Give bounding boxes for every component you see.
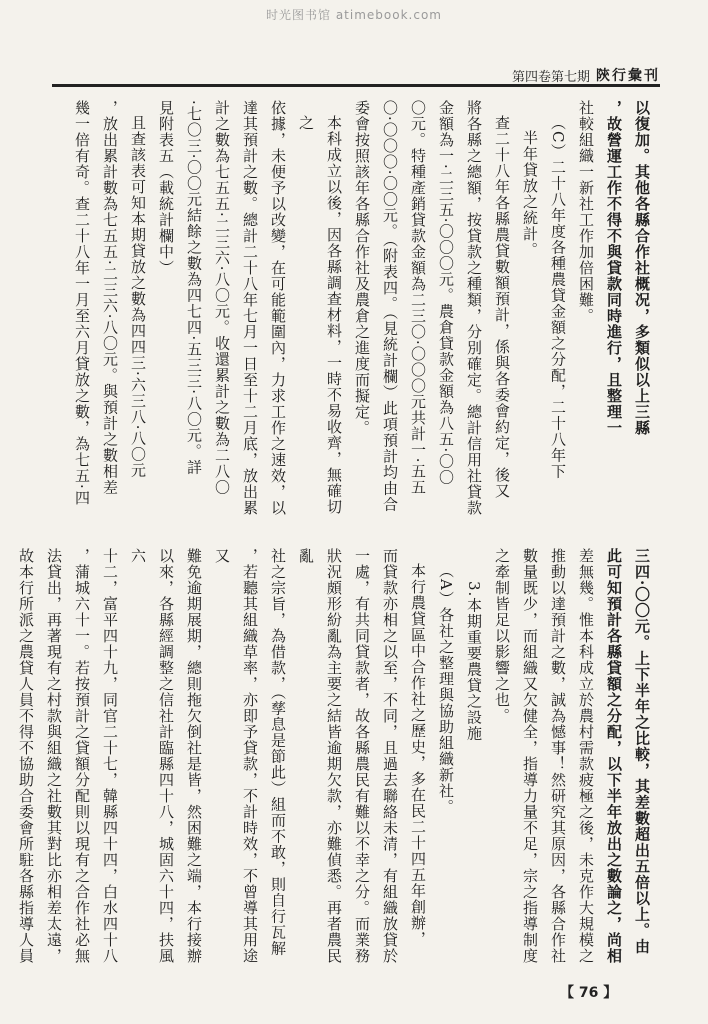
text-column: ，故營運工作不得不與貸款同時進行，且整理一 — [605, 100, 623, 436]
text-column: 本行農貸區中合作社之歷史，多在民二十四五年創辦， — [409, 563, 427, 947]
text-column: 之牽制皆足以影響之也。 — [493, 548, 511, 724]
text-column: 而貸款亦相之以至，不同，且過去聯絡未清，有組織放貸於 — [381, 548, 399, 964]
text-column: 見附表五（載統計欄中） — [157, 100, 175, 276]
page-number: 【 76 】 — [560, 985, 618, 1001]
text-column: 查二十八年各縣農貸數額預計，係與各委會約定，後又 — [493, 115, 511, 499]
text-column: 以來，各縣經調整之信社計臨縣四十八，城固六十四，扶風六 — [129, 548, 175, 964]
text-column: 法貸出，再著現有之村款與組織之社數其對比亦相差太遠， — [45, 548, 63, 964]
text-column: 3.本期重要農貸之設施 — [465, 581, 483, 742]
text-column: 半年貸放之統計。 — [521, 130, 539, 258]
text-column: 達其預計之數。總計二十八年七月一日至十二月底，放出累 — [241, 100, 259, 516]
top-text-block — [60, 100, 656, 518]
journal-title: 陝行彙刊 — [596, 68, 660, 84]
text-column: 故本行所派之農貸人員不得不協助合委會所駐各縣指導人員 — [17, 548, 35, 964]
text-column: 本科成立以後，因各縣調查材料，一時不易收齊，無確切之 — [297, 115, 343, 515]
header-rule — [52, 84, 660, 87]
bottom-text-block — [17, 548, 656, 968]
text-column: 十二，富平四十九，同官二十七，韓縣四十四，白水四十八 — [101, 548, 119, 964]
text-column: 且查該表可知本期貸放之數為四四三·六三八·八〇元 — [129, 115, 147, 479]
text-column: 將各縣之總額，按貸款之種類，分別確定。總計信用社貸款 — [465, 100, 483, 516]
text-column: 狀況頗形紛亂為主要之結皆逾期欠款，亦難偵悉。再者農民亂 — [297, 548, 343, 964]
text-column: 社之宗旨，為借款，（孳息是節此）組而不敢，則自行瓦解 — [269, 548, 287, 957]
text-column: ·七〇三·〇〇元結餘之數為四七四·五三三·八〇元。詳 — [185, 100, 203, 476]
text-column: 一處，有共同貸款者，故各縣農民有難以不幸之分。而業務 — [353, 548, 371, 964]
text-column: 差無幾。惟本科成立於農村需款疲極之後，未克作大規模之 — [577, 548, 595, 964]
text-column: 以復加。其他各縣合作社概况，多類似以上三縣 — [633, 100, 651, 436]
text-column: （C）二十八年度各種農貸金額之分配，二十八年下 — [549, 115, 567, 480]
text-column: 推動以達預計之數，誠為憾事！然研究其原因，各縣合作社 — [549, 548, 567, 964]
text-column: （A）各社之整理與協助組織新社。 — [437, 563, 455, 815]
text-column: ，放出累計數為七五五·二三六·八〇元。與預計之數相差 — [101, 100, 119, 496]
text-column: 社較組織一新社工作加倍困難。 — [577, 100, 595, 324]
text-column: 幾一倍有奇。查二十八年一月至六月貸放之數，為七五·四 — [73, 100, 91, 506]
text-column: 三四·〇〇元。上下半年之比較，其差數超出五倍以上。由 — [633, 548, 651, 955]
text-column: 〇元。特種產銷貸款金額為二三〇·〇〇〇元共計一·五五 — [409, 100, 427, 496]
text-column: 計之數為七五五·二三六·八〇元。收還累計之數為二八〇 — [213, 100, 231, 496]
text-column: ，蒲城六十一。若按預計之貸額分配則以現有之合作社必無 — [73, 548, 91, 964]
running-header — [420, 66, 660, 84]
watermark-text: 时光图书馆 atimebook.com — [266, 8, 442, 22]
text-column: 依據，未便予以改變，在可能範圍內，力求工作之速效，以 — [269, 100, 287, 516]
text-column: 數量既少，而組織又欠健全，指導力量不足，宗之指導制度 — [521, 548, 539, 964]
text-column: ，若聽其組織草率，亦即予貸款，不計時效，不曾導其用途又 — [213, 548, 259, 964]
text-column: 〇·〇〇〇·〇〇元。（附表四。（見統計欄）此項預計均由合 — [381, 100, 399, 513]
text-column: 此可知預計各縣貸額之分配，以下半年放出之數論之，尚相 — [605, 548, 623, 964]
issue-label: 第四卷第七期 — [511, 69, 590, 85]
text-column: 金額為一·二三五·〇〇〇元。農倉貸款金額為八五·〇〇 — [437, 100, 455, 486]
page-body — [17, 100, 656, 980]
text-column: 難免逾期展期，總則拖欠倒社是皆，然困難之端，本行接辦 — [185, 548, 203, 964]
text-column: 委會按照該年各縣合作社及農倉之進度而擬定。 — [353, 100, 371, 436]
